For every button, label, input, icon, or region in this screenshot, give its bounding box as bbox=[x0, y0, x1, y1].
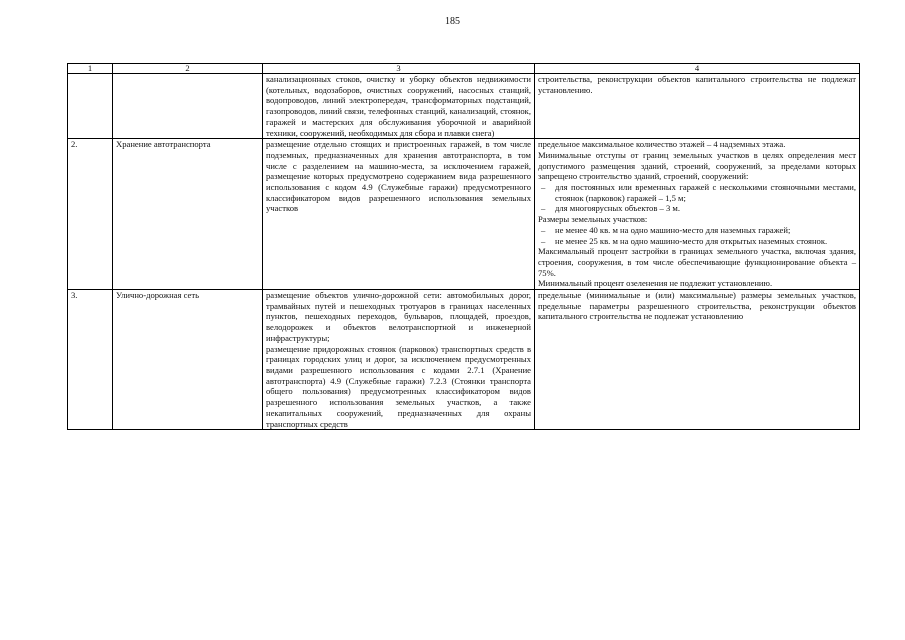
parameter-paragraph: Минимальный процент озеленения не подлежит установлению. bbox=[538, 278, 773, 289]
table-row bbox=[68, 74, 860, 139]
column-header: 2 bbox=[113, 64, 263, 74]
parameter-paragraph: Максимальный процент застройки в границах земельного участка, включая здания, строения, сооружения, в том числе обеспечивающие функционирование объекта – 75%. bbox=[538, 246, 856, 278]
parameter-paragraph: строительства, реконструкции объектов капитального строительства не подлежат установлению. bbox=[538, 74, 856, 95]
table-body bbox=[68, 74, 860, 430]
description-paragraph: размещение отдельно стоящих и пристроенных гаражей, в том числе подземных, предназначенных для хранения автотранспорта, в том числе с разделением на машино-места, за исключением гаражей, размещение которых предусмотрено содержанием вида разрешенного использования с кодом 4.9 (Служебные гаражи) предусмотренного классификатором видов разрешенного использования земельных участков bbox=[266, 139, 531, 214]
use-description-cell bbox=[263, 290, 535, 430]
table-row bbox=[68, 139, 860, 290]
use-type-name-cell: Хранение автотранспорта bbox=[113, 139, 263, 290]
page-number: 185 bbox=[445, 16, 460, 27]
zoning-table bbox=[67, 63, 860, 430]
parameter-paragraph: Минимальные отступы от границ земельных участков в целях определения мест допустимого размещения зданий, строений, сооружений, за пределами которых запрещено строительство зданий, строений, сооружений: bbox=[538, 149, 856, 182]
table-row bbox=[68, 290, 860, 430]
dash-list-item: – не менее 40 кв. м на одно машино-место для наземных гаражей; bbox=[538, 225, 856, 236]
use-type-name-cell bbox=[113, 74, 263, 139]
description-paragraph: канализационных стоков, очистку и уборку объектов недвижимости (котельных, водозаборов, очистных сооружений, насосных станций, водопроводов, линий электропередач, трансформаторных подстанций, газопроводов, линий связи, телефонных станций, канализаций, стоянок, гаражей и мастерских для обслуживания уборочной и аварийной техники, сооружений, необходимых для сбора и плавки снега) bbox=[266, 74, 531, 138]
parameters-cell bbox=[535, 139, 860, 290]
parameters-cell bbox=[535, 290, 860, 430]
dash-list bbox=[538, 182, 856, 214]
dash-list-item: – для постоянных или временных гаражей с несколькими стояночными местами, стоянок (парковок) гаражей – 1,5 м; bbox=[538, 182, 856, 203]
column-header: 1 bbox=[68, 64, 113, 74]
use-type-name-cell: Улично-дорожная сеть bbox=[113, 290, 263, 430]
dash-list bbox=[538, 225, 856, 246]
parameter-paragraph: предельные (минимальные и (или) максимальные) размеры земельных участков, предельные параметры разрешенного строительства, реконструкции объектов капитального строительства не подлежат установлению bbox=[538, 290, 856, 322]
dash-list-item: – не менее 25 кв. м на одно машино-место для открытых наземных стоянок. bbox=[538, 236, 856, 247]
use-description-cell bbox=[263, 139, 535, 290]
table-header-row bbox=[68, 64, 860, 74]
row-number-cell bbox=[68, 74, 113, 139]
parameter-paragraph: предельное максимальное количество этажей – 4 надземных этажа. bbox=[538, 139, 786, 150]
use-description-cell bbox=[263, 74, 535, 139]
column-header: 4 bbox=[535, 64, 860, 74]
row-number-cell: 3. bbox=[68, 290, 113, 430]
column-header: 3 bbox=[263, 64, 535, 74]
description-paragraph: размещение объектов улично-дорожной сети: автомобильных дорог, трамвайных путей и пешеходных тротуаров в границах населенных пунктов, пешеходных переходов, бульваров, площадей, проездов, велодорожек и объектов велотранспортной и инженерной инфраструктуры; bbox=[266, 290, 531, 343]
parameters-cell bbox=[535, 74, 860, 139]
row-number-cell: 2. bbox=[68, 139, 113, 290]
description-paragraph: размещение придорожных стоянок (парковок) транспортных средств в границах городских улиц и дорог, за исключением предусмотренных видами разрешенного использования с кодами 2.7.1 (Хранение автотранспорта) 4.9 (Служебные гаражи) 7.2.3 (Стоянки транспорта общего пользования) предусмотренных классификатором видов разрешенного использования земельных участков, а также некапитальных сооружений, предназначенных для охраны транспортных средств bbox=[266, 343, 531, 429]
parameter-paragraph: Размеры земельных участков: bbox=[538, 214, 648, 225]
dash-list-item: – для многоярусных объектов – 3 м. bbox=[538, 203, 856, 214]
